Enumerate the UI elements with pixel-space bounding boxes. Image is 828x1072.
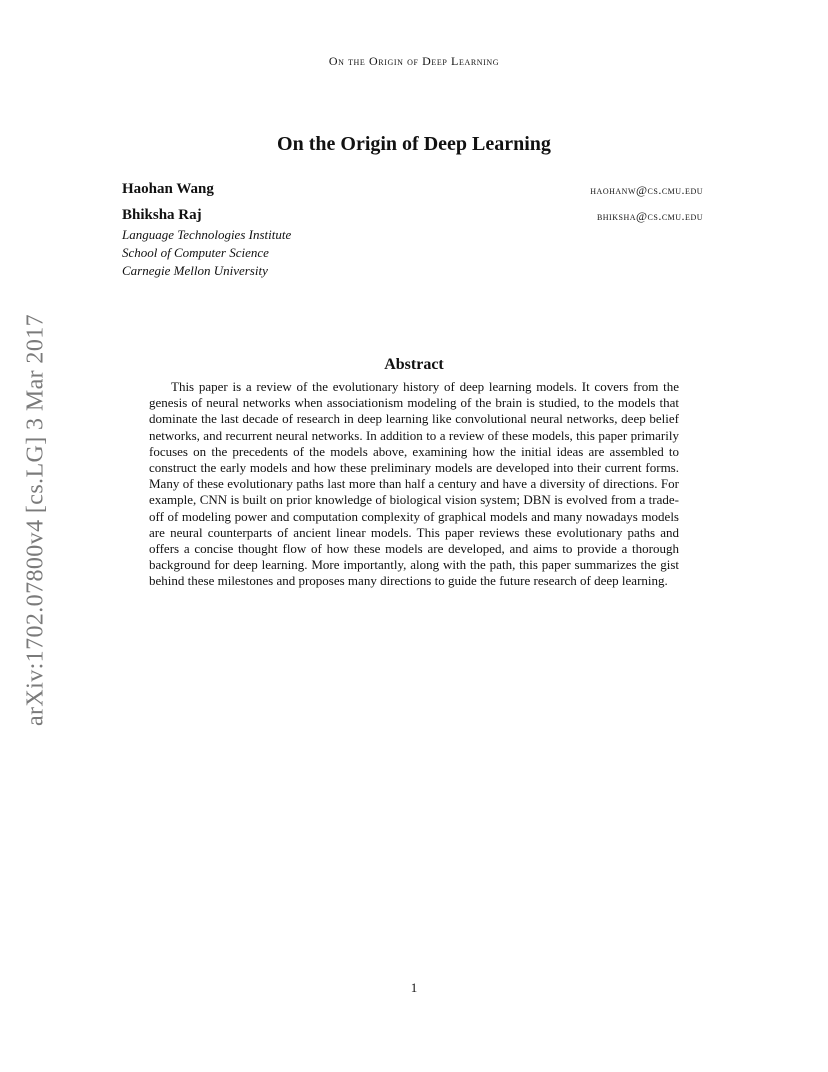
- affiliation-line: Carnegie Mellon University: [122, 263, 268, 278]
- affiliation-line: School of Computer Science: [122, 245, 269, 260]
- paper-title: On the Origin of Deep Learning: [277, 133, 551, 155]
- abstract-heading: Abstract: [384, 356, 444, 373]
- page-number: 1: [410, 980, 418, 995]
- running-header: On the Origin of Deep Learning: [328, 54, 500, 68]
- author-email[interactable]: bhiksha@cs.cmu.edu: [596, 209, 703, 223]
- affiliation-line: Language Technologies Institute: [122, 227, 292, 242]
- abstract-body: This paper is a review of the evolutionary history of deep learning models. It covers from the genesis of neural networks when associationism modeling of the brain is studied, to the models that dominate the last decade of research in deep learning like convolutional neural networks, deep belief networks, and recurrent neural networks. In addition to a review of these models, this paper primarily focuses on the precedents of the models above, examining how the initial ideas are assembled to construct the early models and how these preliminary models are developed into their current forms. Many of these evolutionary paths last more than half a century and have a diversity of directions. For example, CNN is built on prior knowledge of biological vision system; DBN is evolved from a trade-off of modeling power and computation complexity of graphical models and many nowadays models are neural counterparts of ancient linear models. This paper reviews these evolutionary paths and offers a concise thought flow of how these models are developed, and aims to provide a thorough background for deep learning. More importantly, along with the path, this paper summarizes the gist behind these milestones and proposes many directions to guide the future research of deep learning.: [149, 379, 679, 589]
- author-email[interactable]: haohanw@cs.cmu.edu: [590, 183, 703, 197]
- author-name: Bhiksha Raj: [122, 207, 202, 223]
- author-name: Haohan Wang: [122, 181, 214, 197]
- arxiv-identifier-stamp: arXiv:1702.07800v4 [cs.LG] 3 Mar 2017: [22, 313, 49, 727]
